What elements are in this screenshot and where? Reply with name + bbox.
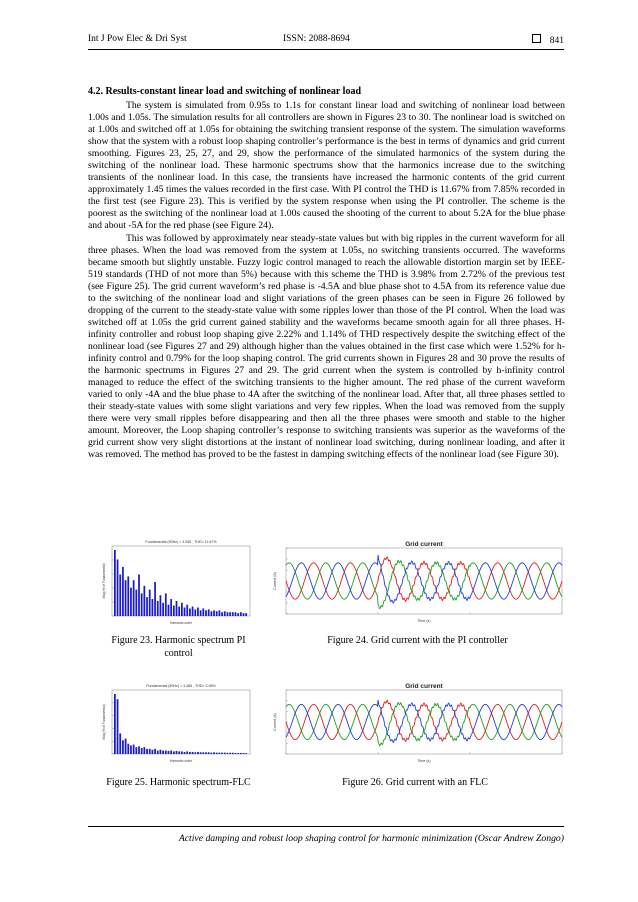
footer-rule xyxy=(88,826,564,827)
figure-24 xyxy=(270,540,566,624)
spectrum-bar xyxy=(221,612,223,616)
spectrum-bar xyxy=(202,608,204,616)
spectrum-bar xyxy=(227,612,229,616)
spectrum-bar xyxy=(194,609,196,616)
spectrum-bar xyxy=(119,575,121,616)
plot-title: Grid current xyxy=(405,541,443,548)
spectrum-bar xyxy=(157,601,159,616)
figure-23 xyxy=(100,536,255,626)
spectrum-bar xyxy=(165,593,167,616)
spectrum-bar xyxy=(135,747,137,754)
spectrum-bar xyxy=(162,603,164,616)
spectrum-bar xyxy=(133,745,135,754)
plot-title: Fundamental (50Hz) = 3.269 , THD= 11.67% xyxy=(145,540,217,544)
plot-frame xyxy=(286,690,562,754)
spectrum-bar xyxy=(178,751,180,754)
spectrum-bar xyxy=(216,611,218,616)
y-axis-label: Current (A) xyxy=(273,713,277,731)
harmonic-spectrum-flc-chart xyxy=(100,680,255,764)
spectrum-bar xyxy=(168,605,170,616)
header-rule xyxy=(88,49,564,50)
spectrum-bar xyxy=(197,752,199,754)
spectrum-bar xyxy=(235,753,237,754)
spectrum-bar xyxy=(189,608,191,616)
y-axis-label: Mag (% of Fundamental) xyxy=(102,563,106,599)
spectrum-bar xyxy=(208,609,210,616)
spectrum-bar xyxy=(205,752,207,754)
spectrum-bar xyxy=(184,752,186,754)
spectrum-bar xyxy=(152,750,154,754)
spectrum-bar xyxy=(245,753,247,754)
spectrum-bar xyxy=(213,610,215,616)
spectrum-bar xyxy=(245,613,247,616)
spectrum-bar xyxy=(173,751,175,754)
paragraph-1: The system is simulated from 0.95s to 1.1s for constant linear load and switching of nonlinear load between 1.00s and 1.05s. The simulation results for all controllers are shown in Figures 23 to 30. The nonlinear load is switched on at 1.00s and switched off at 1.05s for obtaining the switching transient response of the system. The simulation waveforms show that the system with a robust loop shaping controller’s performance is the best in terms of dynamics and grid current smoothing. Figures 23, 25, 27, and 29, show the performance of the simulated harmonics of the system during the switching of the nonlinear load. These harmonic spectrums show that the harmonics increase due to the switching transients of the nonlinear load. In this case, the transients have increased the harmonic contents of the grid current approximately 1.45 times the values recorded in the first case. With PI control the THD is 11.67% from 7.85% recorded in the first test (see Figure 23). This is verified by the system response when using the PI controller. The scheme is the poorest as the switching of the nonlinear load at 1.00s caused the shooting of the current to about 5.2A for the blue phase and about -5A for the red phase (see Figure 24). xyxy=(88,100,565,232)
grid-current-pi-chart xyxy=(270,540,566,624)
spectrum-bar xyxy=(176,601,178,616)
spectrum-bar xyxy=(162,751,164,754)
spectrum-bar xyxy=(181,751,183,754)
spectrum-bar xyxy=(173,606,175,616)
spectrum-bar xyxy=(130,745,132,754)
spectrum-bar xyxy=(143,747,145,754)
plot-title: Fundamental (50Hz) = 3.485 , THD= 3.98% xyxy=(146,684,216,688)
page-number-group xyxy=(532,34,564,46)
spectrum-bar xyxy=(117,699,119,754)
spectrum-bar xyxy=(149,749,151,754)
page-header xyxy=(88,34,564,48)
spectrum-bar xyxy=(170,751,172,754)
spectrum-bar xyxy=(154,749,156,754)
x-axis-label: Time (s) xyxy=(417,759,431,763)
spectrum-bar xyxy=(141,748,143,754)
spectrum-bar xyxy=(178,607,180,616)
spectrum-bar xyxy=(157,751,159,754)
spectrum-bar xyxy=(152,599,154,616)
paragraph-2: This was followed by approximately near steady-state values but with big ripples in the current waveform for all three phases. When the load was removed from the system at 1.05s, no switching transients occurred. The waveforms became smooth but slightly unstable. Fuzzy logic control managed to reach the allowable distortion margin set by IEEE-519 standards (THD of not more than 5%) because with this scheme the THD is 3.98% from 2.72% of the previous test (see Figure 25). The grid current waveform’s red phase is -4.5A and blue phase shot to 4.5A from its reference value due to the switching of the nonlinear load and slight variations of the green phases can be seen in Figure 26 followed by dropping of the current to the steady-state value with some ripples lower than those of the PI control. When the load was switched off at 1.05s the grid current gained stability and the waveforms became smooth again for all three phases. H-infinity controller and robust loop shaping give 2.22% and 1.14% of THD respectively despite the switching effect of the nonlinear load (see Figures 27 and 29) although higher than the values obtained in the first case which were 1.52% for h-infinity control and 0.79% for the loop shaping control. The grid currents shown in Figures 28 and 30 prove the results of the harmonic spectrums in Figures 27 and 29. The grid current when the system is controlled by h-infinity control managed to reduce the effect of the switching transients to the higher amount. The red phase of the current waveform varied to only -4A and the blue phase to 4A after the switching of the nonlinear load. After that, all three phases settled to their steady-state values with some slight variations and very few ripples. When the load was removed from the supply there were very small ripples before disappearing and then all the three phases were smooth and stable to the higher amount. Moreover, the Loop shaping controller’s response to switching transients was superior as the waveforms of the grid current show very slight distortions at the instant of nonlinear load switching, during nonlinear loading, and after it was removed. The method has proved to be the fastest in damping switching effects of the nonlinear load (see Figure 30). xyxy=(88,232,565,461)
spectrum-bar xyxy=(219,753,221,754)
spectrum-bar xyxy=(229,753,231,754)
spectrum-bar xyxy=(165,751,167,754)
x-axis-label: Harmonic order xyxy=(170,759,192,763)
figure-26-caption: Figure 26. Grid current with an FLC xyxy=(342,777,488,788)
y-axis-label: Mag (% of Fundamental) xyxy=(102,704,106,740)
spectrum-bar xyxy=(119,733,121,754)
spectrum-bar xyxy=(237,753,239,754)
issn: ISSN: 2088-8694 xyxy=(283,34,350,44)
spectrum-bar xyxy=(202,752,204,754)
spectrum-bar xyxy=(232,753,234,754)
y-axis-label: Current (A) xyxy=(273,572,277,590)
spectrum-bar xyxy=(143,586,145,616)
spectrum-bar xyxy=(200,752,202,754)
spectrum-bar xyxy=(138,746,140,754)
spectrum-bar xyxy=(205,610,207,616)
spectrum-bar xyxy=(219,610,221,616)
figure-24-caption: Figure 24. Grid current with the PI controller xyxy=(327,635,508,646)
spectrum-bar xyxy=(189,752,191,754)
spectrum-bar xyxy=(221,753,223,754)
page-number: 841 xyxy=(549,36,564,46)
spectrum-bar xyxy=(224,611,226,616)
plot-frame xyxy=(286,548,562,614)
section-title: 4.2. Results-constant linear load and switching of nonlinear load xyxy=(88,86,362,97)
spectrum-bar xyxy=(235,612,237,616)
spectrum-bar xyxy=(186,751,188,754)
spectrum-bar xyxy=(181,603,183,616)
plot-frame xyxy=(112,690,250,754)
spectrum-bar xyxy=(237,613,239,616)
spectrum-bar xyxy=(168,751,170,754)
spectrum-bar xyxy=(138,575,140,616)
spectrum-bar xyxy=(229,612,231,616)
spectrum-bar xyxy=(146,597,148,616)
spectrum-bar xyxy=(240,753,242,754)
figure-26 xyxy=(270,682,566,764)
spectrum-bar xyxy=(208,752,210,754)
body-text xyxy=(88,100,565,461)
spectrum-bar xyxy=(243,753,245,754)
spectrum-bar xyxy=(130,588,132,616)
figure-23-caption-line2: control xyxy=(164,648,193,659)
spectrum-bar xyxy=(186,605,188,616)
spectrum-bar xyxy=(135,590,137,616)
spectrum-bar xyxy=(154,582,156,616)
spectrum-bar xyxy=(146,749,148,754)
checkbox-icon xyxy=(532,34,541,43)
spectrum-bar xyxy=(160,595,162,616)
spectrum-bar xyxy=(149,590,151,616)
grid-current-flc-chart xyxy=(270,682,566,764)
spectrum-bar xyxy=(210,611,212,616)
spectrum-bar xyxy=(213,752,215,754)
spectrum-bar xyxy=(200,610,202,616)
figure-23-caption-line1: Figure 23. Harmonic spectrum PI xyxy=(111,635,246,646)
spectrum-bar xyxy=(117,559,119,616)
spectrum-bar xyxy=(210,753,212,754)
spectrum-bar xyxy=(141,593,143,616)
spectrum-bar xyxy=(125,739,127,754)
spectrum-bar xyxy=(133,580,135,616)
spectrum-bar xyxy=(243,613,245,616)
spectrum-bar xyxy=(176,751,178,754)
x-axis-label: Harmonic order xyxy=(170,621,192,625)
spectrum-bar xyxy=(240,612,242,616)
x-axis-label: Time (s) xyxy=(417,619,431,623)
plot-title: Grid current xyxy=(405,683,443,690)
figure-23-caption xyxy=(86,634,271,660)
spectrum-bar xyxy=(194,752,196,754)
spectrum-bar xyxy=(160,750,162,754)
spectrum-bar xyxy=(170,599,172,616)
spectrum-bar xyxy=(232,612,234,616)
spectrum-bar xyxy=(122,740,124,754)
spectrum-bar xyxy=(216,753,218,754)
page-footer: Active damping and robust loop shaping control for harmonic minimization (Oscar Andrew Zongo) xyxy=(178,833,564,844)
journal-name: Int J Pow Elec & Dri Syst xyxy=(88,34,187,44)
harmonic-spectrum-pi-chart xyxy=(100,536,255,626)
spectrum-bar xyxy=(127,576,129,616)
spectrum-bar xyxy=(227,753,229,754)
spectrum-bar xyxy=(122,567,124,616)
spectrum-bar xyxy=(114,550,116,616)
spectrum-bar xyxy=(192,752,194,754)
spectrum-bar xyxy=(114,694,116,754)
spectrum-bar xyxy=(184,608,186,616)
spectrum-bar xyxy=(224,753,226,754)
figure-25 xyxy=(100,680,255,764)
spectrum-bar xyxy=(125,580,127,616)
spectrum-bar xyxy=(127,744,129,754)
figure-25-caption: Figure 25. Harmonic spectrum-FLC xyxy=(106,777,251,788)
spectrum-bar xyxy=(197,608,199,616)
spectrum-bar xyxy=(192,607,194,616)
